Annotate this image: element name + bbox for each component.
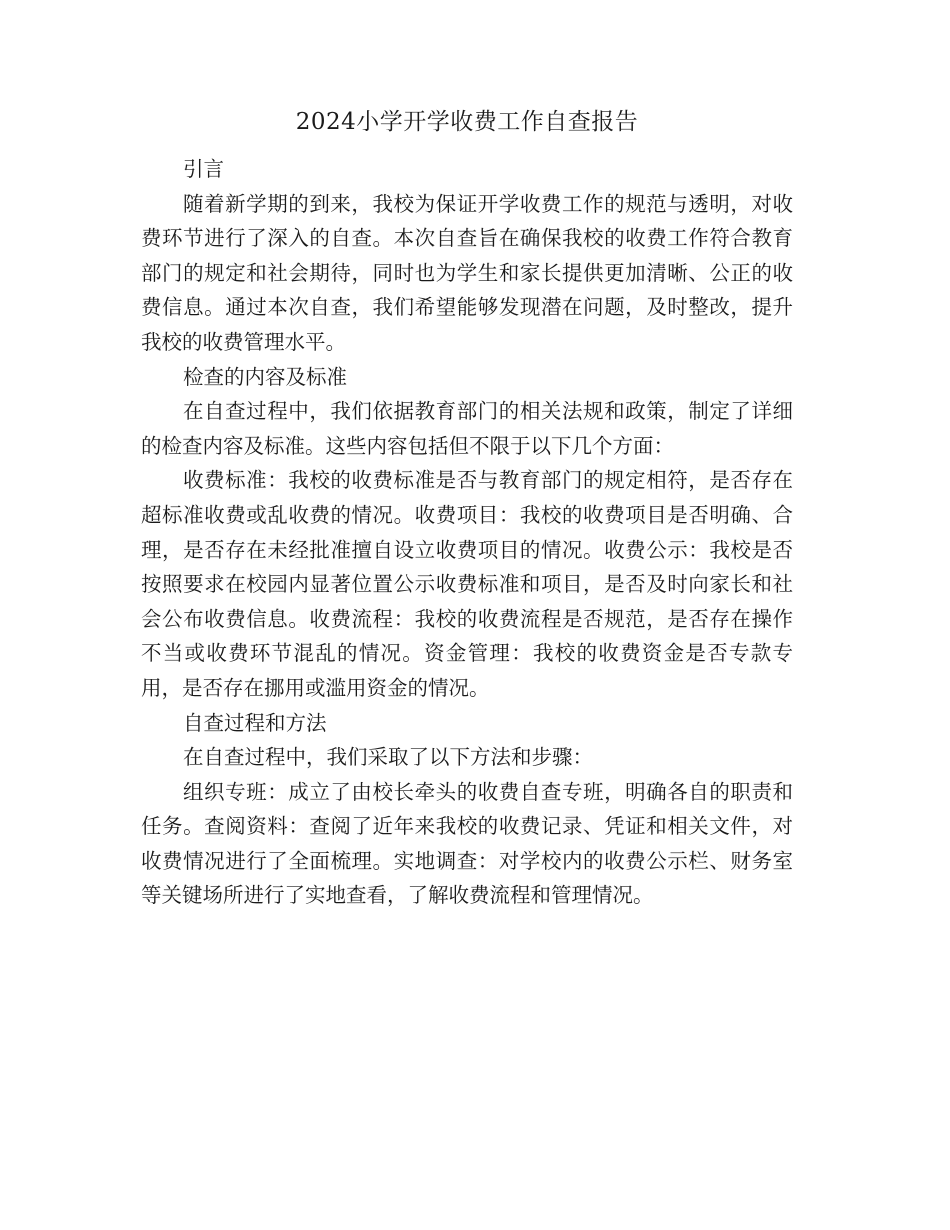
paragraph-process-intro: 在自查过程中，我们采取了以下方法和步骤： <box>183 745 593 770</box>
section-heading-introduction: 引言 <box>183 157 224 181</box>
paragraph-process-steps: 组织专班：成立了由校长牵头的收费自查专班，明确各自的职责和任务。查阅资料：查阅了近年来我校的收费记录、凭证和相关文件，对收费情况进行了全面梳理。实地调查：对学校内的收费公示栏、财务室等关键场所进行了实地查看，了解收费流程和管理情况。 <box>141 779 793 908</box>
document-body <box>141 102 793 913</box>
paragraph-inspection-items: 收费标准：我校的收费标准是否与教育部门的规定相符，是否存在超标准收费或乱收费的情况。收费项目：我校的收费项目是否明确、合理，是否存在未经批准擅自设立收费项目的情况。收费公示：我校是否按照要求在校园内显著位置公示收费标准和项目，是否及时向家长和社会公布收费信息。收费流程：我校的收费流程是否规范，是否存在操作不当或收费环节混乱的情况。资金管理：我校的收费资金是否专款专用，是否存在挪用或滥用资金的情况。 <box>141 468 793 700</box>
section-heading-inspection-content: 检查的内容及标准 <box>183 364 347 389</box>
paragraph-introduction: 随着新学期的到来，我校为保证开学收费工作的规范与透明，对收费环节进行了深入的自查。本次自查旨在确保我校的收费工作符合教育部门的规定和社会期待，同时也为学生和家长提供更加清晰、公正的收费信息。通过本次自查，我们希望能够发现潜在问题，及时整改，提升我校的收费管理水平。 <box>141 191 793 354</box>
document-title: 2024小学开学收费工作自查报告 <box>295 109 639 135</box>
paragraph-inspection-basis: 在自查过程中，我们依据教育部门的相关法规和政策，制定了详细的检查内容及标准。这些内容包括但不限于以下几个方面： <box>141 399 793 458</box>
section-heading-process-methods: 自查过程和方法 <box>183 710 327 735</box>
